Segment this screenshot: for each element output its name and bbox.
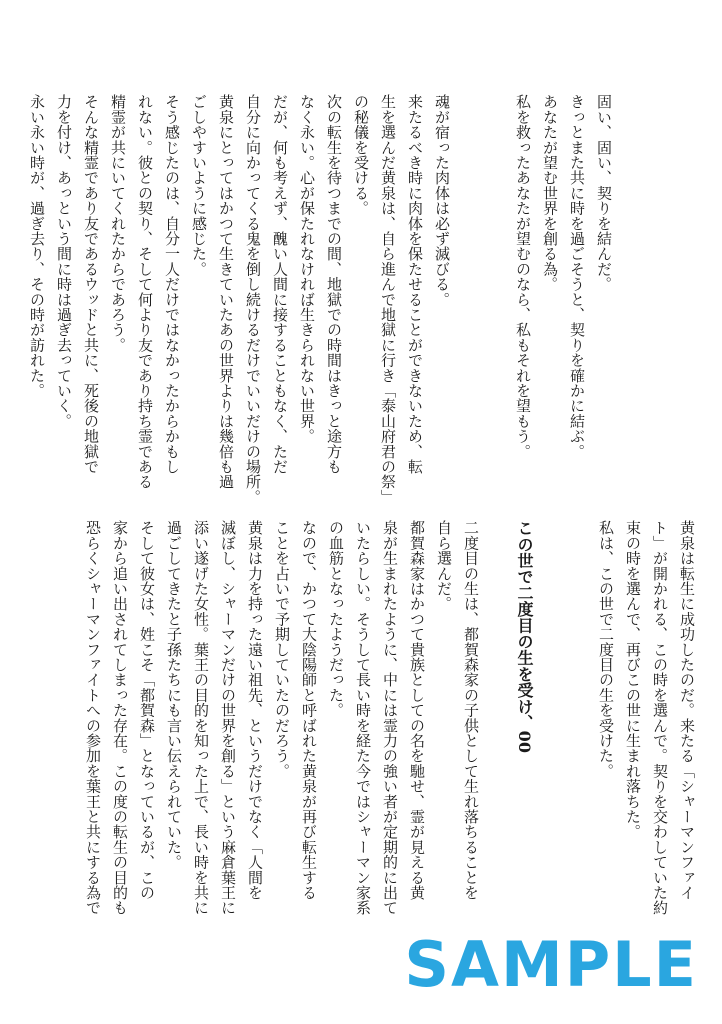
text-line: の秘儀を受ける。: [352, 94, 370, 216]
section-heading: この世で二度目の生を受け、00: [515, 520, 534, 754]
text-line: だが、何も考えず、醜い人間に接することもなく、ただ: [271, 94, 289, 474]
text-line: そう感じたのは、自分一人だけではなかったからかもし: [163, 94, 181, 474]
text-line: ト」が開かれる、この時を選んで。契りを交わしていた約: [651, 520, 669, 916]
text-line: 黄泉は転生に成功したのだ。来たる「シャーマンファイ: [678, 520, 696, 900]
text-block-lower: [79, 520, 700, 950]
text-line: 泉が生まれたように、中には霊力の強い者が定期的に出て: [381, 520, 399, 916]
text-line: 私は、この世で二度目の生を受けた。: [597, 520, 615, 779]
text-line: 過ごしてきたと子孫たちにも言い伝えられていた。: [165, 520, 183, 870]
text-line: [538, 520, 565, 950]
text-line: ごしやすいように感じた。: [190, 94, 208, 277]
text-line: 魂が宿った肉体は必ず滅びる。: [433, 94, 451, 307]
text-line: ことを占いで予期していたのだろう。: [273, 520, 291, 779]
text-line: きっとまた共に時を過ごそうと、契りを確かに結ぶ。: [568, 94, 586, 459]
text-line: なので、かつて大陰陽師と呼ばれた黄泉が再び転生する: [300, 520, 318, 900]
text-line: 束の時を選んで、再びこの世に生まれ落ちた。: [624, 520, 642, 840]
text-line: [565, 520, 592, 950]
text-line: あなたが望む世界を創る為。: [541, 94, 559, 292]
text-line: そんな精霊であり友であるウッドと共に、死後の地獄で: [82, 94, 100, 474]
text-line: 私を救ったあなたが望むのなら、私もそれを望もう。: [514, 94, 532, 459]
text-line: れない。彼との契り、そして何より友であり持ち霊である: [136, 94, 154, 490]
text-line: 滅ぼし、シャーマンだけの世界を創る」という麻倉葉王に: [219, 520, 237, 916]
text-line: そして彼女は、姓こそ「都賀森」となっているが、この: [138, 520, 156, 900]
text-line: いたらしい。そうして長い時を経た今ではシャーマン家系: [354, 520, 372, 916]
text-line: 自分に向かってくる鬼を倒し続けるだけでいいだけの場所。: [244, 94, 262, 505]
text-line: 生を選んだ黄泉は、自ら進んで地獄に行き「泰山府君の祭」: [379, 94, 397, 505]
text-block-upper: [23, 94, 617, 524]
text-line: なく永い。心が保たれなければ生きられない世界。: [298, 94, 316, 444]
text-line: 恐らくシャーマンファイトへの参加を葉王と共にする為で: [84, 520, 102, 916]
text-line: 自ら選んだ。: [435, 520, 453, 612]
text-line: 家から追い出されてしまった存在。この度の転生の目的も: [111, 520, 129, 916]
sample-watermark: SAMPLE: [404, 928, 698, 1001]
text-line: 次の転生を待つまでの間、地獄での時間はきっと途方も: [325, 94, 343, 474]
text-line: 精霊が共にいてくれたからであろう。: [109, 94, 127, 353]
text-line: 永い永い時が、過ぎ去り、その時が訪れた。: [28, 94, 46, 398]
text-line: 来たるべき時に肉体を保たせることができないため、転: [406, 94, 424, 474]
text-line: 二度目の生は、都賀森家の子供として生れ落ちることを: [462, 520, 480, 900]
text-line: 力を付け、あっという間に時は過ぎ去っていく。: [55, 94, 73, 429]
text-line: 黄泉は力を持った遠い祖先、というだけでなく「人間を: [246, 520, 264, 900]
text-line: 都賀森家はかつて貴族としての名を馳せ、霊が見える黄: [408, 520, 426, 900]
text-line: 黄泉にとってはかつて生きていたあの世界よりは幾倍も過: [217, 94, 235, 490]
text-line: [484, 520, 511, 950]
text-line: 固い、固い、契りを結んだ。: [595, 94, 613, 292]
text-line: [455, 94, 482, 524]
text-line: [482, 94, 509, 524]
text-line: 添い遂げた女性。葉王の目的を知った上で、長い時を共に: [192, 520, 210, 916]
text-line: の血筋となったようだった。: [327, 520, 345, 718]
